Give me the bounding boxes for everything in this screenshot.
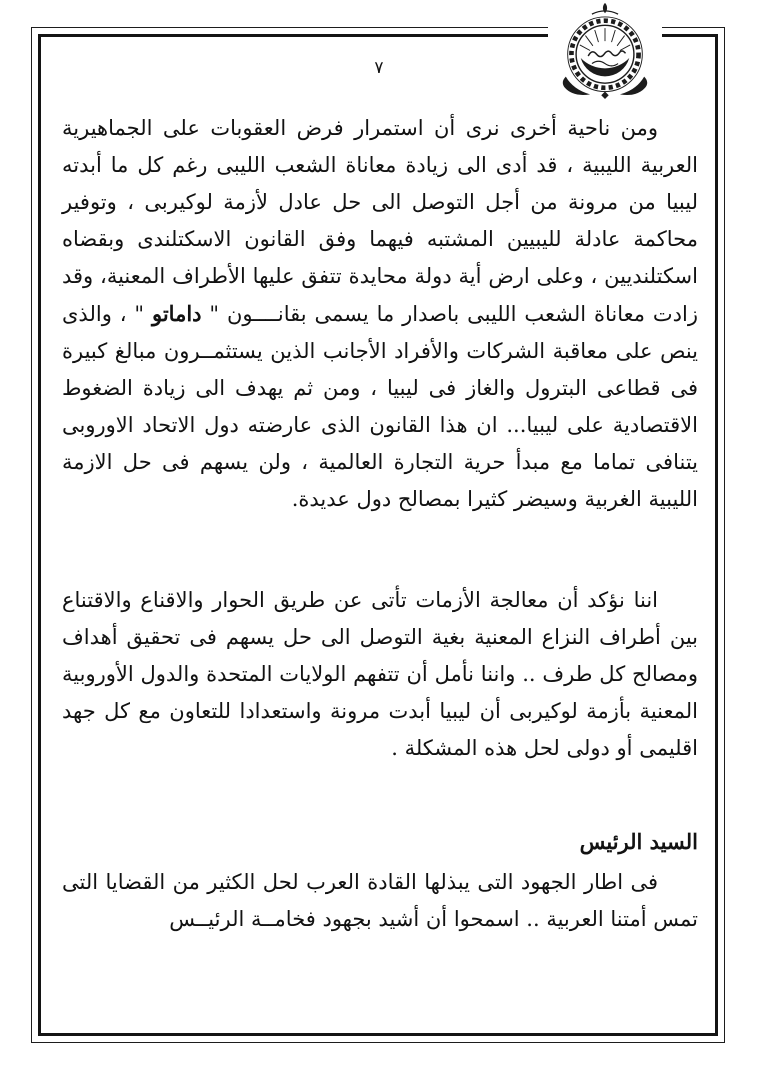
page-number: ٧	[374, 58, 384, 78]
arab-league-emblem-logo	[548, 1, 662, 99]
arab-league-emblem-icon	[549, 2, 661, 99]
paragraph-sanctions	[62, 110, 698, 518]
section-heading-mr-president: السيد الرئيس	[579, 829, 698, 854]
law-name-damato: داماتو	[151, 301, 202, 326]
paragraph-closing: فى اطار الجهود التى يبذلها القادة العرب لحل الكثير من القضايا التى تمس أمتنا العربية .. اسمحوا أن أشيد بجهود فخامــة الرئيــس	[62, 870, 698, 931]
paragraph-sanctions-text-pre: ومن ناحية أخرى نرى أن استمرار فرض العقوبات على الجماهيرية العربية الليبية ، قد أدى الى زيادة معاناة الشعب الليبى رغم كل ما أبدته ليبيا من مرونة من أجل التوصل الى حل عادل لأزمة لوكيربى ، وتوفير محاكمة عادلة لليبيين المشتبه فيهما وفق القانون الاسكتلندى وبقضاه اسكتلنديين ، وعلى ارض أية دولة محايدة تتفق عليها الأطراف المعنية، وقد زادت معاناة الشعب الليبى باصدار ما يسمى بقانــــون "	[62, 116, 699, 326]
paragraph-sanctions-text-post: " ، والذى ينص على معاقبة الشركات والأفراد الأجانب الذين يستثمــرون مبالغ كبيرة فى قطاعى البترول والغاز فى ليبيا ، ومن ثم يهدف الى زيادة الضغوط الاقتصادية على ليبيا... ان هذا القانون الذى عارضته دول الاتحاد الاوروبى يتنافى تماما مع مبدأ حرية التجارة العالمية ، ولن يسهم فى حل الازمة الليبية الغربية وسيضر كثيرا بمصالح دول عديدة.	[62, 302, 698, 511]
document-body	[62, 110, 698, 938]
paragraph-dialogue: اننا نؤكد أن معالجة الأزمات تأتى عن طريق الحوار والاقناع والاقتناع بين أطراف النزاع المعنية بغية التوصل الى حل يسهم فى تحقيق أهداف ومصالح كل طرف .. واننا نأمل أن تتفهم الولايات المتحدة والدول الأوروبية المعنية بأزمة لوكيربى أن ليبيا أبدت مرونة واستعدادا للتعاون مع كل جهد اقليمى أو دولى لحل هذه المشكلة .	[62, 588, 698, 760]
